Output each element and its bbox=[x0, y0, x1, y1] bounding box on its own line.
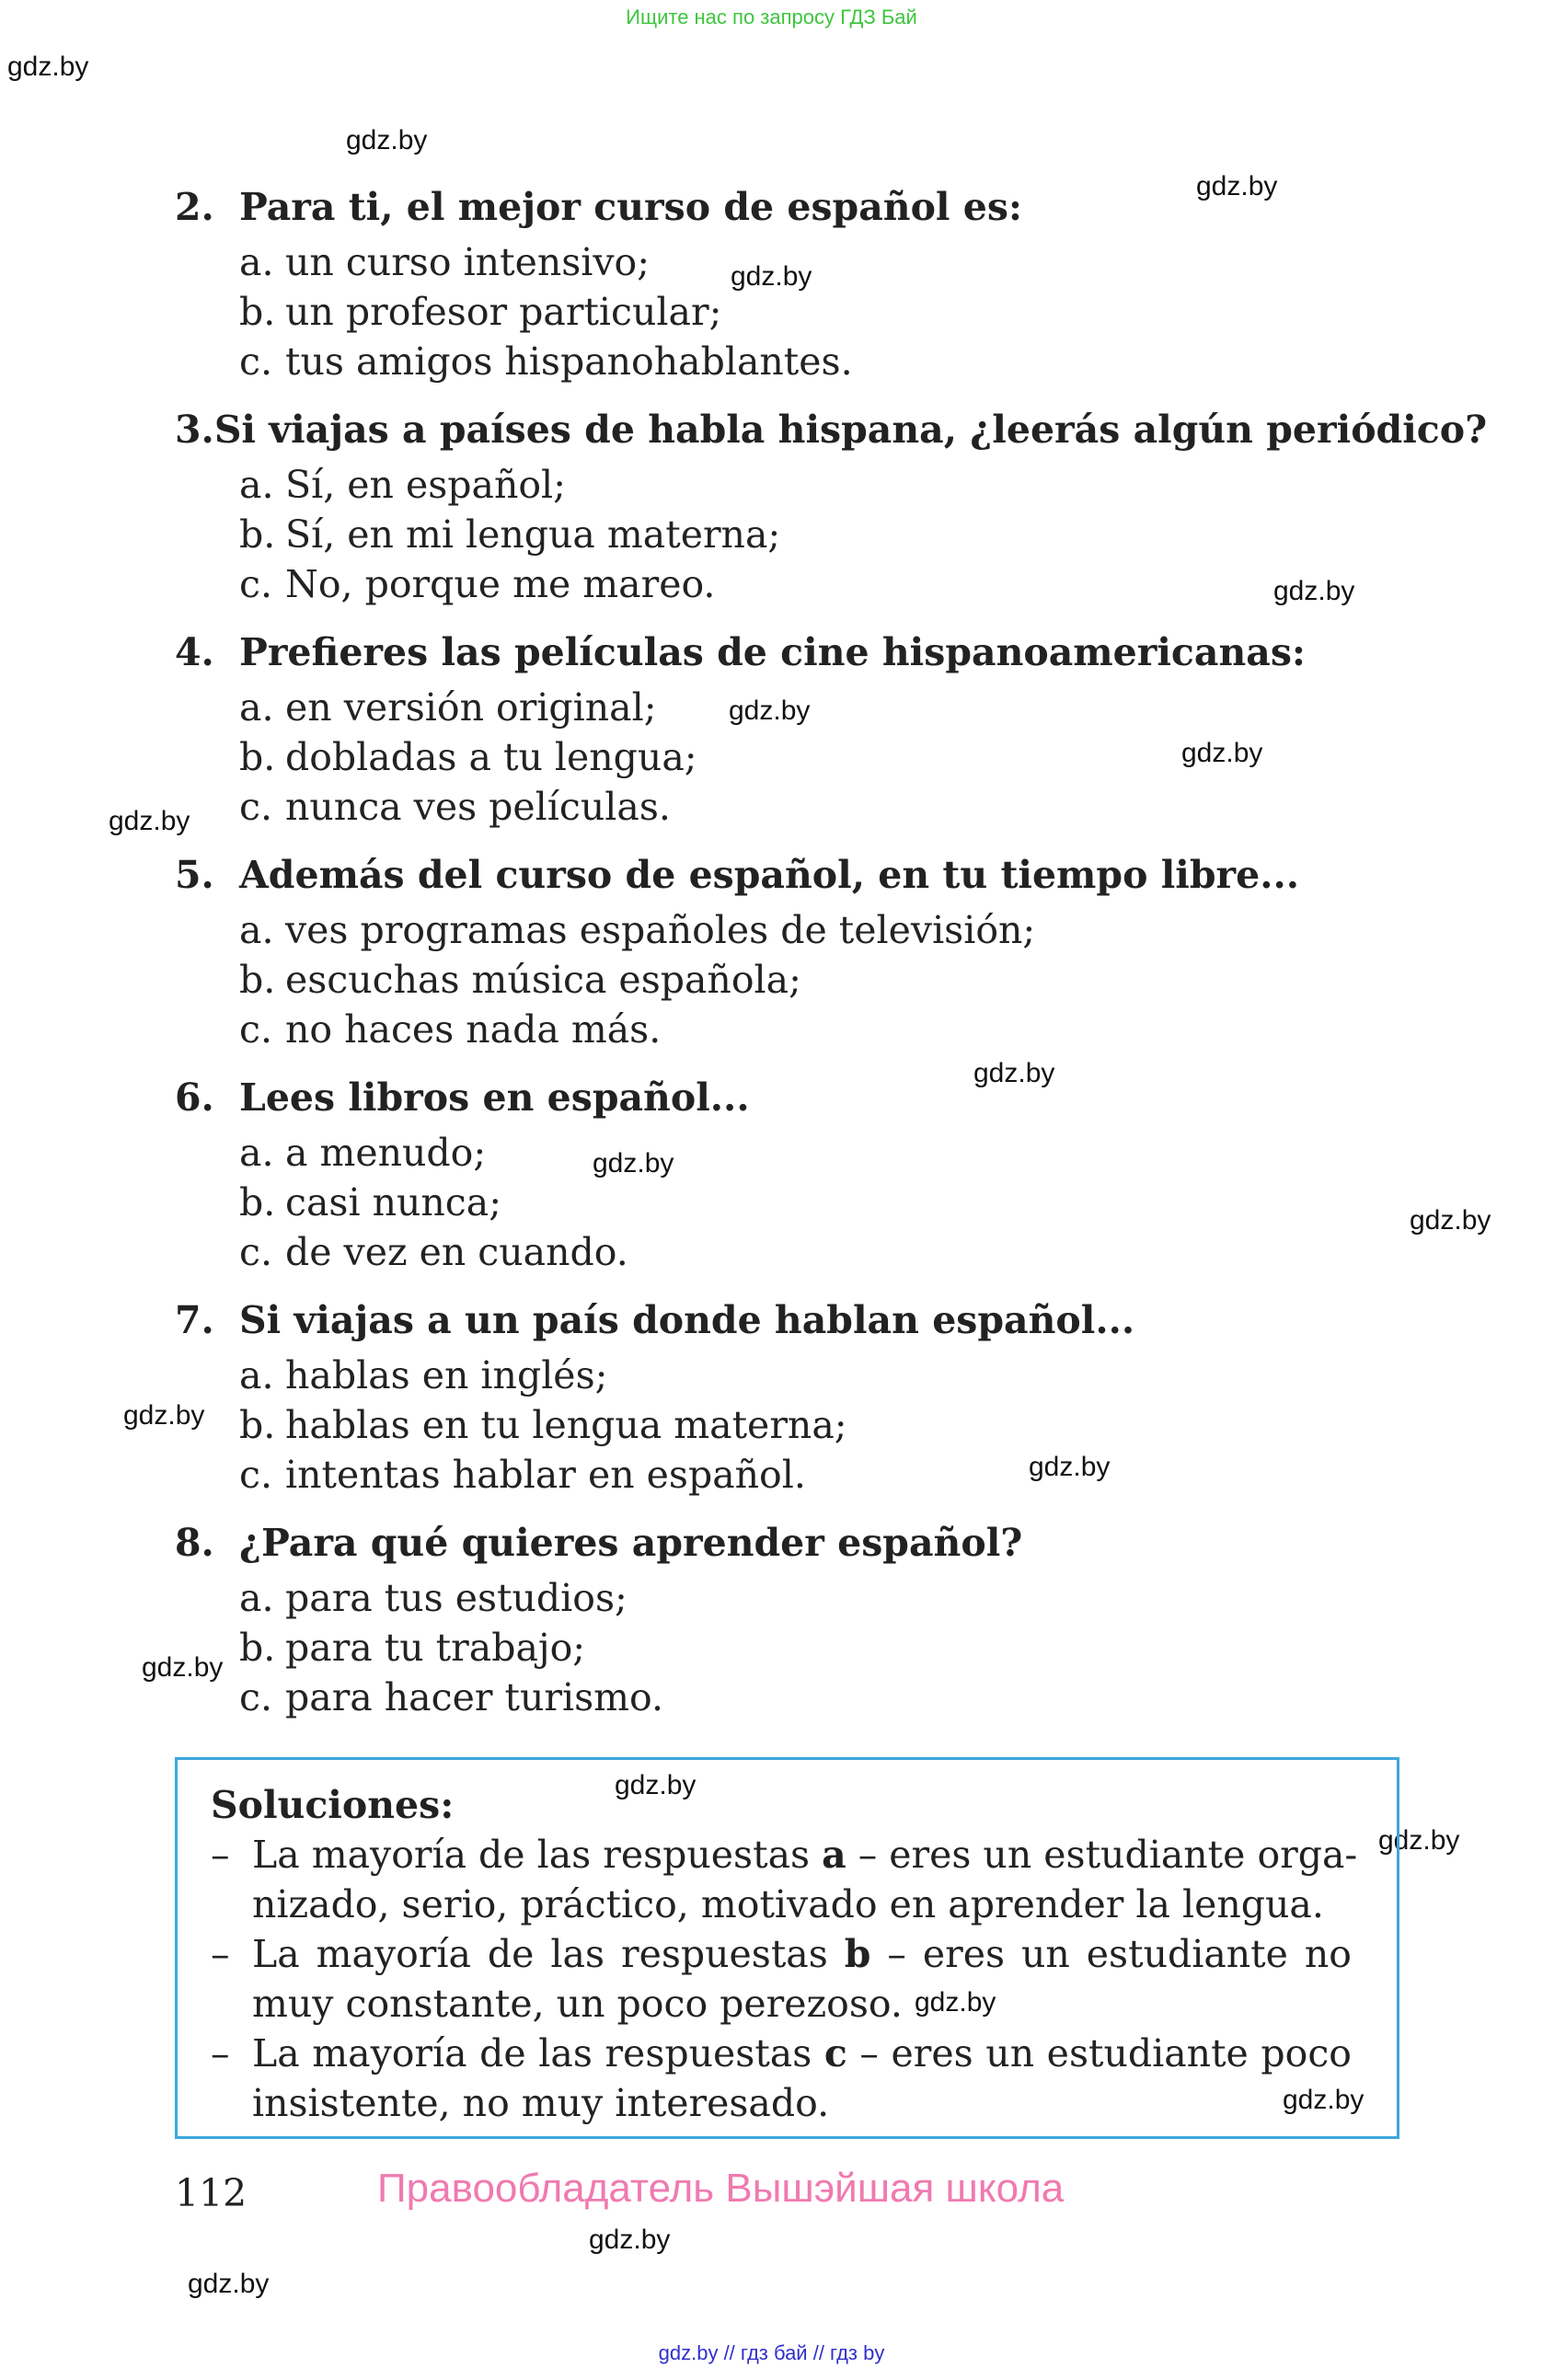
dash: – bbox=[211, 2031, 230, 2075]
question-number: 3. bbox=[175, 408, 214, 452]
watermark: gdz.by bbox=[7, 52, 89, 82]
option-letter: a. bbox=[239, 1131, 274, 1175]
solutions-title: Soluciones: bbox=[211, 1783, 455, 1827]
option-text: casi nunca; bbox=[285, 1180, 502, 1224]
watermark: gdz.by bbox=[1283, 2085, 1365, 2115]
option-text: tus amigos hispanohablantes. bbox=[285, 339, 853, 384]
option-c bbox=[239, 1673, 1445, 1722]
option-letter: c. bbox=[239, 339, 272, 384]
option-text: para tus estudios; bbox=[285, 1576, 628, 1620]
watermark: gdz.by bbox=[123, 1400, 205, 1431]
solution-line: insistente, no muy interesado. bbox=[252, 2081, 830, 2125]
options-list bbox=[175, 1573, 1445, 1722]
question-title bbox=[175, 182, 1445, 232]
option-text: hablas en inglés; bbox=[285, 1353, 608, 1397]
option-a bbox=[239, 1128, 1445, 1178]
option-text: para tu trabajo; bbox=[285, 1626, 586, 1670]
watermark: gdz.by bbox=[109, 806, 190, 836]
option-b bbox=[239, 510, 1445, 559]
solution-line: La mayoría de las respuestas c – eres un estudiante poco bbox=[252, 2031, 1352, 2075]
question-text: Si viajas a un país donde hablan español... bbox=[239, 1298, 1135, 1342]
options-list bbox=[175, 683, 1445, 832]
option-a bbox=[239, 1351, 1445, 1400]
option-text: No, porque me mareo. bbox=[285, 562, 716, 606]
page-number: 112 bbox=[175, 2171, 248, 2215]
option-letter: a. bbox=[239, 1353, 274, 1397]
option-b bbox=[239, 1623, 1445, 1673]
option-letter: a. bbox=[239, 240, 274, 284]
solution-line: La mayoría de las respuestas a – eres un estudiante orga- bbox=[252, 1833, 1358, 1877]
watermark: gdz.by bbox=[188, 2269, 270, 2299]
option-text: hablas en tu lengua materna; bbox=[285, 1403, 847, 1447]
option-letter: c. bbox=[239, 1453, 272, 1497]
watermark: gdz.by bbox=[1029, 1452, 1111, 1482]
option-text: ves programas españoles de televisión; bbox=[285, 908, 1036, 952]
answer-letter: c bbox=[823, 2031, 847, 2075]
question-8 bbox=[175, 1518, 1445, 1722]
watermark: gdz.by bbox=[973, 1058, 1055, 1088]
option-letter: b. bbox=[239, 512, 276, 557]
option-c bbox=[239, 559, 1445, 609]
option-letter: b. bbox=[239, 290, 276, 334]
solution-line: muy constante, un poco perezoso. bbox=[252, 1982, 903, 2026]
question-text: ¿Para qué quieres aprender español? bbox=[239, 1521, 1023, 1565]
option-a bbox=[239, 460, 1445, 510]
option-a bbox=[239, 1573, 1445, 1623]
options-list bbox=[175, 1351, 1445, 1500]
question-4 bbox=[175, 627, 1445, 832]
option-a bbox=[239, 683, 1445, 732]
option-letter: c. bbox=[239, 1007, 272, 1052]
solution-line: nizado, serio, práctico, motivado en aprender la lengua. bbox=[252, 1882, 1324, 1926]
option-text: para hacer turismo. bbox=[285, 1675, 663, 1719]
option-c bbox=[239, 782, 1445, 832]
option-letter: a. bbox=[239, 685, 274, 730]
solution-line: La mayoría de las respuestas b – eres un estudiante no bbox=[252, 1932, 1352, 1976]
question-number: 6. bbox=[175, 1075, 214, 1120]
option-c bbox=[239, 1227, 1445, 1277]
option-text: nunca ves películas. bbox=[285, 785, 671, 829]
top-banner: Ищите нас по запросу ГДЗ Бай bbox=[626, 6, 917, 29]
question-5 bbox=[175, 850, 1445, 1054]
options-list bbox=[175, 905, 1445, 1054]
watermark: gdz.by bbox=[1410, 1205, 1491, 1236]
option-text: un profesor particular; bbox=[285, 290, 722, 334]
watermark: gdz.by bbox=[1273, 576, 1355, 606]
solution-item-b bbox=[211, 1929, 1352, 2029]
watermark: gdz.by bbox=[346, 125, 428, 155]
option-b bbox=[239, 1178, 1445, 1227]
option-a bbox=[239, 237, 1445, 287]
option-a bbox=[239, 905, 1445, 955]
option-b bbox=[239, 955, 1445, 1005]
option-letter: b. bbox=[239, 1626, 276, 1670]
rights-holder: Правообладатель Вышэйшая школа bbox=[377, 2166, 1065, 2211]
question-text: Si viajas a países de habla hispana, ¿leerás algún periódico? bbox=[213, 408, 1488, 452]
question-title bbox=[175, 850, 1445, 900]
option-text: dobladas a tu lengua; bbox=[285, 735, 697, 779]
watermark: gdz.by bbox=[729, 696, 811, 726]
question-number: 2. bbox=[175, 185, 214, 229]
watermark: gdz.by bbox=[615, 1770, 697, 1800]
option-letter: a. bbox=[239, 1576, 274, 1620]
option-text: no haces nada más. bbox=[285, 1007, 662, 1052]
option-letter: c. bbox=[239, 1675, 272, 1719]
watermark: gdz.by bbox=[593, 1148, 674, 1179]
solution-item-c bbox=[211, 2029, 1352, 2128]
question-3 bbox=[175, 405, 1488, 609]
footer-links[interactable]: gdz.by // гдз бай // гдз by bbox=[658, 2341, 885, 2364]
watermark: gdz.by bbox=[589, 2225, 671, 2255]
question-title bbox=[175, 1073, 1445, 1122]
option-letter: a. bbox=[239, 463, 274, 507]
option-b bbox=[239, 1400, 1445, 1450]
question-title bbox=[175, 1518, 1445, 1568]
option-text: a menudo; bbox=[285, 1131, 487, 1175]
question-text: Para ti, el mejor curso de español es: bbox=[239, 185, 1023, 229]
question-text: Prefieres las películas de cine hispanoamericanas: bbox=[239, 630, 1307, 674]
option-c bbox=[239, 1005, 1445, 1054]
option-letter: b. bbox=[239, 1403, 276, 1447]
question-6 bbox=[175, 1073, 1445, 1277]
option-letter: c. bbox=[239, 785, 272, 829]
question-number: 5. bbox=[175, 853, 214, 897]
watermark: gdz.by bbox=[1181, 738, 1263, 768]
question-title bbox=[175, 1295, 1445, 1345]
option-text: Sí, en mi lengua materna; bbox=[285, 512, 781, 557]
option-text: un curso intensivo; bbox=[285, 240, 651, 284]
question-2 bbox=[175, 182, 1445, 386]
question-text: Lees libros en español... bbox=[239, 1075, 750, 1120]
question-title bbox=[175, 405, 1488, 454]
option-text: en versión original; bbox=[285, 685, 657, 730]
option-b bbox=[239, 287, 1445, 337]
dash: – bbox=[211, 1932, 230, 1976]
option-text: intentas hablar en español. bbox=[285, 1453, 806, 1497]
option-b bbox=[239, 732, 1445, 782]
option-text: de vez en cuando. bbox=[285, 1230, 628, 1274]
option-c bbox=[239, 337, 1445, 386]
options-list bbox=[175, 237, 1445, 386]
option-letter: c. bbox=[239, 1230, 272, 1274]
question-number: 8. bbox=[175, 1521, 214, 1565]
watermark: gdz.by bbox=[1378, 1825, 1460, 1856]
dash: – bbox=[211, 1833, 230, 1877]
option-text: escuchas música española; bbox=[285, 958, 801, 1002]
options-list bbox=[175, 460, 1445, 609]
solutions-box bbox=[175, 1757, 1399, 2139]
question-text: Además del curso de español, en tu tiempo libre... bbox=[239, 853, 1300, 897]
options-list bbox=[175, 1128, 1445, 1277]
answer-letter: a bbox=[822, 1833, 846, 1877]
question-7 bbox=[175, 1295, 1445, 1500]
option-letter: b. bbox=[239, 735, 276, 779]
question-title bbox=[175, 627, 1445, 677]
option-letter: c. bbox=[239, 562, 272, 606]
question-number: 4. bbox=[175, 630, 214, 674]
watermark: gdz.by bbox=[915, 1987, 996, 2018]
answer-letter: b bbox=[844, 1932, 871, 1976]
option-letter: a. bbox=[239, 908, 274, 952]
option-letter: b. bbox=[239, 1180, 276, 1224]
solution-item-a bbox=[211, 1830, 1358, 1929]
option-letter: b. bbox=[239, 958, 276, 1002]
question-number: 7. bbox=[175, 1298, 214, 1342]
watermark: gdz.by bbox=[731, 261, 812, 292]
watermark: gdz.by bbox=[1196, 171, 1278, 201]
option-text: Sí, en español; bbox=[285, 463, 566, 507]
watermark: gdz.by bbox=[142, 1652, 224, 1683]
option-c bbox=[239, 1450, 1445, 1500]
